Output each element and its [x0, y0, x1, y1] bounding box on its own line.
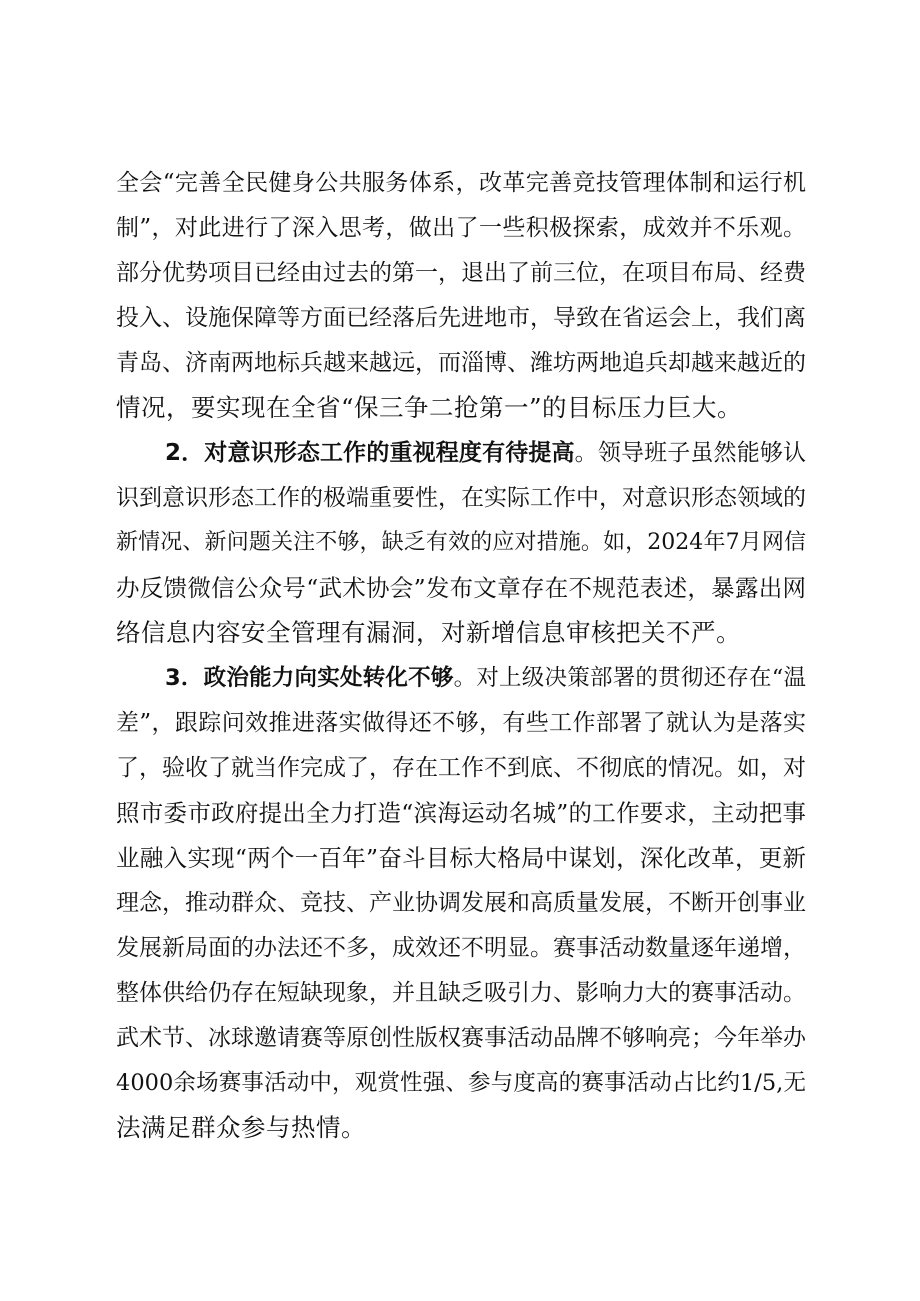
text-line: 4000余场赛事活动中，观赏性强、参与度高的赛事活动占比约1/5,无: [116, 1070, 806, 1096]
section-heading-line: [165, 663, 806, 693]
section-heading-line: [165, 438, 806, 468]
text-line: 新情况、新问题关注不够，缺乏有效的应对措施。如，2024年7月网信: [116, 530, 806, 555]
text-line: 发展新局面的办法还不多，成效还不明显。赛事活动数量逐年递增，: [116, 935, 806, 961]
text-line: 情况，要实现在全省“保三争二抢第一”的目标压力巨大。: [116, 393, 743, 422]
text-line: 络信息内容安全管理有漏洞，对新增信息审核把关不严。: [116, 618, 741, 647]
section-heading: 3．政治能力向实处转化不够: [165, 665, 454, 691]
text-line: 制”，对此进行了深入思考，做出了一些积极探索，成效并不乐观。: [116, 215, 806, 241]
text-line: 照市委市政府提出全力打造“滨海运动名城”的工作要求，主动把事: [116, 799, 806, 827]
text-line: 理念，推动群众、竞技、产业协调发展和高质量发展，不断开创事业: [116, 890, 806, 916]
text-run: 。对上级决策部署的贯彻还存在“温: [453, 665, 807, 691]
text-line: 部分优势项目已经由过去的第一，退出了前三位，在项目布局、经费: [116, 260, 806, 286]
text-line: 了，验收了就当作完成了，存在工作不到底、不彻底的情况。如，对: [116, 755, 806, 781]
text-line: 全会“完善全民健身公共服务体系，改革完善竞技管理体制和运行机: [116, 170, 806, 196]
text-line: 差”，跟踪问效推进落实做得还不够，有些工作部署了就认为是落实: [116, 710, 806, 736]
text-run: 。领导班子虽然能够认: [574, 440, 807, 466]
text-line: 整体供给仍存在短缺现象，并且缺乏吸引力、影响力大的赛事活动。: [116, 980, 806, 1006]
text-line: 识到意识形态工作的极端重要性，在实际工作中，对意识形态领域的: [116, 485, 806, 511]
text-line: 青岛、济南两地标兵越来越远，而淄博、潍坊两地追兵却越来越近的: [116, 350, 806, 376]
text-line: 法满足群众参与热情。: [116, 1113, 366, 1142]
text-line: 办反馈微信公众号“武术协会”发布文章存在不规范表述，暴露出网: [116, 574, 806, 602]
text-line: 投入、设施保障等方面已经落后先进地市，导致在省运会上，我们离: [116, 305, 806, 331]
text-line: 武术节、冰球邀请赛等原创性版权赛事活动品牌不够响亮；今年举办: [116, 1025, 806, 1051]
section-heading: 2．对意识形态工作的重视程度有待提高: [165, 440, 575, 466]
text-line: 业融入实现“两个一百年”奋斗目标大格局中谋划，深化改革，更新: [116, 844, 806, 872]
